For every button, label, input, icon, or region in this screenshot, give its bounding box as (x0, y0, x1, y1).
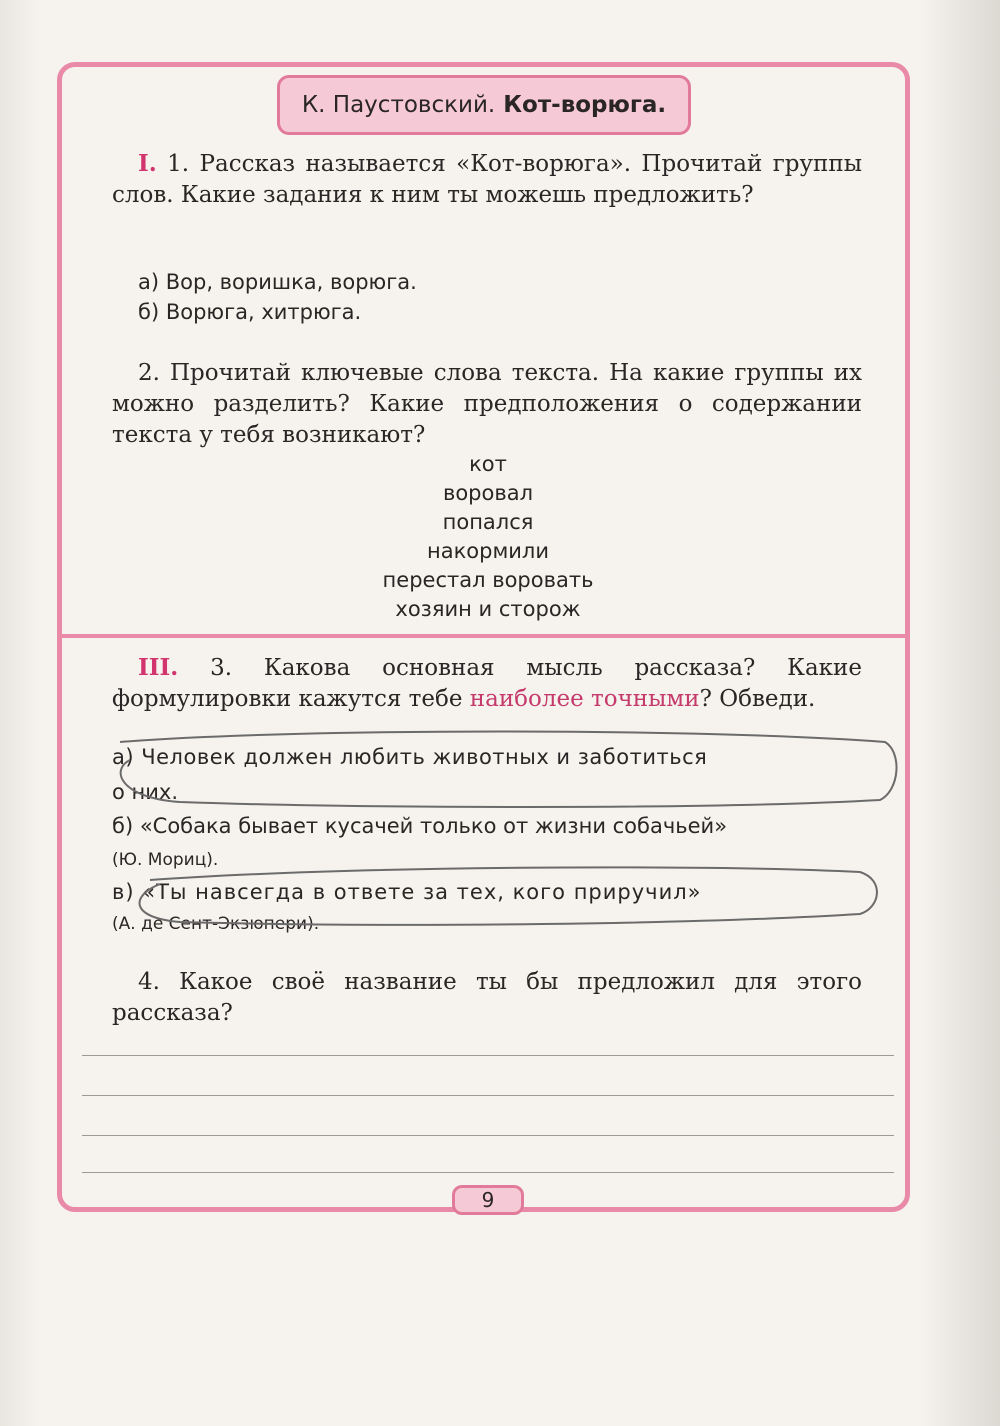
keyword: воровал (442, 481, 534, 505)
section-marker-1: I. (138, 150, 157, 177)
task3-option-a: а) Человек должен любить животных и заботиться (112, 745, 708, 769)
keyword: попался (442, 510, 534, 534)
task1-question: 1. Рассказ называется «Кот-ворюга». Прочитай группы слов. Какие задания к ним ты можешь предложить? (112, 151, 863, 208)
answer-line (82, 1172, 894, 1173)
keyword: перестал воровать (382, 568, 594, 592)
task1-option-b: б) Ворюга, хитрюга. (138, 300, 362, 324)
answer-line (82, 1095, 894, 1096)
task3-question-start: 3. Какова основная мысль рассказа? Какие формулировки кажутся тебе (112, 655, 862, 712)
answer-line (82, 1055, 894, 1056)
circle-option-a (120, 732, 896, 808)
section-marker-3: III. (138, 654, 179, 681)
task3-highlight: наиболее точными (469, 686, 700, 712)
answer-line (82, 1135, 894, 1136)
task3-option-c-cont: (А. де Сент-Экзюпери). (112, 914, 320, 934)
keyword: кот (469, 452, 507, 476)
task3-question-end: ? Обведи. (699, 686, 816, 712)
task3-option-c: в) «Ты навсегда в ответе за тех, кого приручил» (112, 880, 702, 904)
task2-text: 2. Прочитай ключевые слова текста. На какие группы их можно разделить? Какие предположения о содержании текста у тебя возникают? (112, 360, 862, 448)
task3-option-a-cont: о них. (112, 780, 179, 804)
task3-option-b-cont: (Ю. Мориц). (112, 850, 219, 870)
circle-option-c (140, 867, 877, 924)
keyword: хозяин и сторож (395, 597, 581, 621)
page-number: 9 (452, 1185, 524, 1215)
keyword: накормили (426, 539, 550, 563)
title-author: К. Паустовский. (301, 92, 496, 118)
task4-text: 4. Какое своё название ты бы предложил для этого рассказа? (112, 969, 862, 1026)
title-work: Кот-ворюга. (503, 92, 667, 118)
task3-option-b: б) «Собака бывает кусачей только от жизни собачьей» (112, 814, 728, 838)
task1-option-a: а) Вор, воришка, ворюга. (138, 270, 417, 294)
